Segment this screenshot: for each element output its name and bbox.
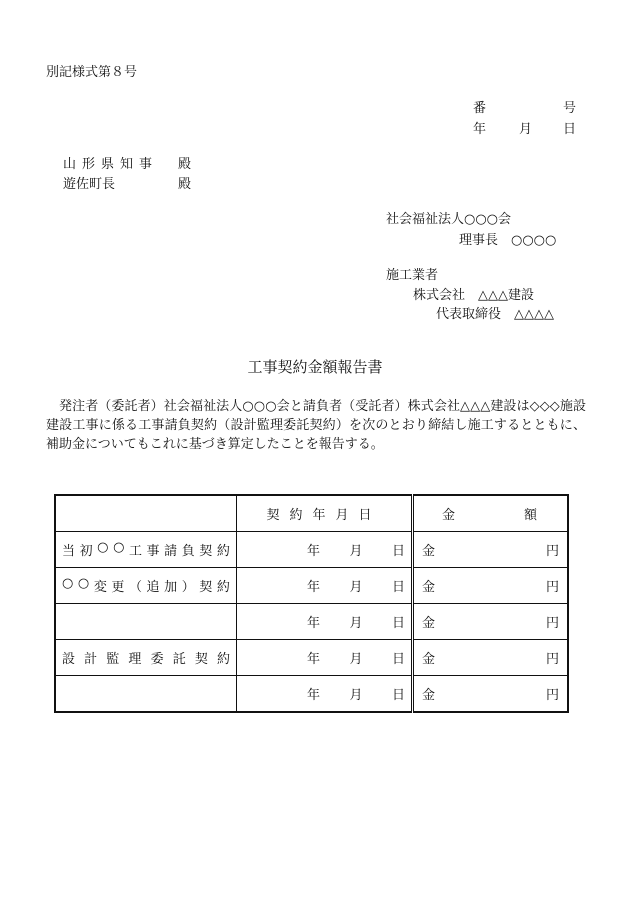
row-label-char: 約 xyxy=(216,652,230,667)
amount-cell[interactable] xyxy=(413,604,569,640)
row-label-char: 負 xyxy=(181,544,195,559)
row-label-char: 約 xyxy=(216,580,230,595)
row-label-char: 契 xyxy=(199,544,213,559)
contract-date-cell[interactable] xyxy=(237,568,413,604)
row-label-char: 契 xyxy=(199,580,213,595)
addressee-mayor: 遊佐町長 xyxy=(63,177,116,192)
day-label: 日 xyxy=(391,652,405,667)
amount-cell[interactable] xyxy=(413,676,569,713)
row-label-char: 契 xyxy=(194,652,208,667)
row-label-char: 追 xyxy=(146,580,160,595)
contractor-label: 施工業者 xyxy=(386,268,439,283)
row-label-char: 託 xyxy=(172,652,186,667)
amount-prefix: 金 xyxy=(422,688,436,703)
contract-date-cell[interactable] xyxy=(237,532,413,568)
header-date: 契約年月日 xyxy=(266,508,382,523)
addressee-governor: 山形県知事 xyxy=(63,157,159,172)
contract-date-cell[interactable] xyxy=(237,676,413,713)
row-label-char: 監 xyxy=(106,652,120,667)
date-month: 月 xyxy=(519,122,533,137)
row-label-cell xyxy=(55,568,237,604)
day-label: 日 xyxy=(391,688,405,703)
row-label xyxy=(62,576,236,595)
row-label-char: 更 xyxy=(111,580,125,595)
amount-unit: 円 xyxy=(545,580,559,595)
date-year: 年 xyxy=(473,122,487,137)
row-label-char: 工 xyxy=(128,544,142,559)
contractor-representative: 代表取締役 △△△△ xyxy=(436,307,554,322)
row-label-char: 委 xyxy=(150,652,164,667)
header-date-cell xyxy=(237,495,413,532)
table-row xyxy=(55,604,568,640)
orderer-chairman: 理事長 ○○○○ xyxy=(459,233,557,248)
row-label xyxy=(62,648,236,667)
row-label-cell xyxy=(55,640,237,676)
row-label-char: ○ xyxy=(62,576,74,591)
document-number-label: 番 xyxy=(473,101,487,116)
row-label-char: 請 xyxy=(164,544,178,559)
amount-cell[interactable] xyxy=(413,568,569,604)
amount-unit: 円 xyxy=(545,652,559,667)
orderer-corporation: 社会福祉法人○○○会 xyxy=(386,212,512,227)
year-label: 年 xyxy=(307,544,321,559)
year-label: 年 xyxy=(307,652,321,667)
month-label: 月 xyxy=(349,688,363,703)
table-header-row xyxy=(55,495,568,532)
row-label xyxy=(62,540,236,559)
amount-prefix: 金 xyxy=(422,652,436,667)
amount-unit: 円 xyxy=(545,688,559,703)
month-label: 月 xyxy=(349,652,363,667)
month-label: 月 xyxy=(349,580,363,595)
row-label-cell xyxy=(55,604,237,640)
contract-date-cell[interactable] xyxy=(237,604,413,640)
addressee-mayor-honorific: 殿 xyxy=(178,177,192,192)
header-blank-cell xyxy=(55,495,237,532)
month-label: 月 xyxy=(349,544,363,559)
row-label-char: ） xyxy=(181,580,195,595)
amount-prefix: 金 xyxy=(422,544,436,559)
amount-prefix: 金 xyxy=(422,580,436,595)
header-amount-2: 額 xyxy=(523,508,537,523)
amount-cell[interactable] xyxy=(413,640,569,676)
year-label: 年 xyxy=(307,616,321,631)
row-label-char: 約 xyxy=(216,544,230,559)
row-label-char: 初 xyxy=(79,544,93,559)
year-label: 年 xyxy=(307,688,321,703)
row-label-char: ○ xyxy=(77,576,90,591)
table-row xyxy=(55,532,568,568)
table-row xyxy=(55,568,568,604)
row-label-cell xyxy=(55,676,237,713)
row-label-char: ○ xyxy=(113,540,125,555)
page-title: 工事契約金額報告書 xyxy=(247,358,383,376)
date-day: 日 xyxy=(563,122,577,137)
year-label: 年 xyxy=(307,580,321,595)
row-label-char: 事 xyxy=(146,544,160,559)
row-label-char: 変 xyxy=(93,580,107,595)
day-label: 日 xyxy=(391,544,405,559)
header-amount-1: 金 xyxy=(442,508,456,523)
row-label-char: ○ xyxy=(97,540,109,555)
month-label: 月 xyxy=(349,616,363,631)
table-row xyxy=(55,640,568,676)
header-amount-cell xyxy=(413,495,569,532)
contract-date-cell[interactable] xyxy=(237,640,413,676)
row-label-cell xyxy=(55,532,237,568)
amount-unit: 円 xyxy=(545,616,559,631)
amount-cell[interactable] xyxy=(413,532,569,568)
amount-prefix: 金 xyxy=(422,616,436,631)
report-body: 発注者（委託者）社会福祉法人○○○会と請負者（受託者）株式会社△△△建設は◇◇◇施設建設工事に係る工事請負契約（設計監理委託契約）を次のとおり締結し施工するとともに、補助金についてもこれに基づき算定したことを報告する。 xyxy=(46,399,586,452)
row-label-char: 理 xyxy=(128,652,142,667)
table-row xyxy=(55,676,568,713)
row-label-char: 当 xyxy=(62,544,76,559)
row-label-char: 加 xyxy=(164,580,178,595)
row-label-char: （ xyxy=(128,580,142,595)
document-number-suffix: 号 xyxy=(563,101,577,116)
row-label-char: 計 xyxy=(84,652,98,667)
day-label: 日 xyxy=(391,616,405,631)
amount-unit: 円 xyxy=(545,544,559,559)
row-label-char: 設 xyxy=(62,652,76,667)
form-id: 別記様式第８号 xyxy=(46,65,138,80)
contractor-company: 株式会社 △△△建設 xyxy=(413,288,534,303)
contract-table xyxy=(54,494,569,713)
day-label: 日 xyxy=(391,580,405,595)
addressee-governor-honorific: 殿 xyxy=(178,157,192,172)
